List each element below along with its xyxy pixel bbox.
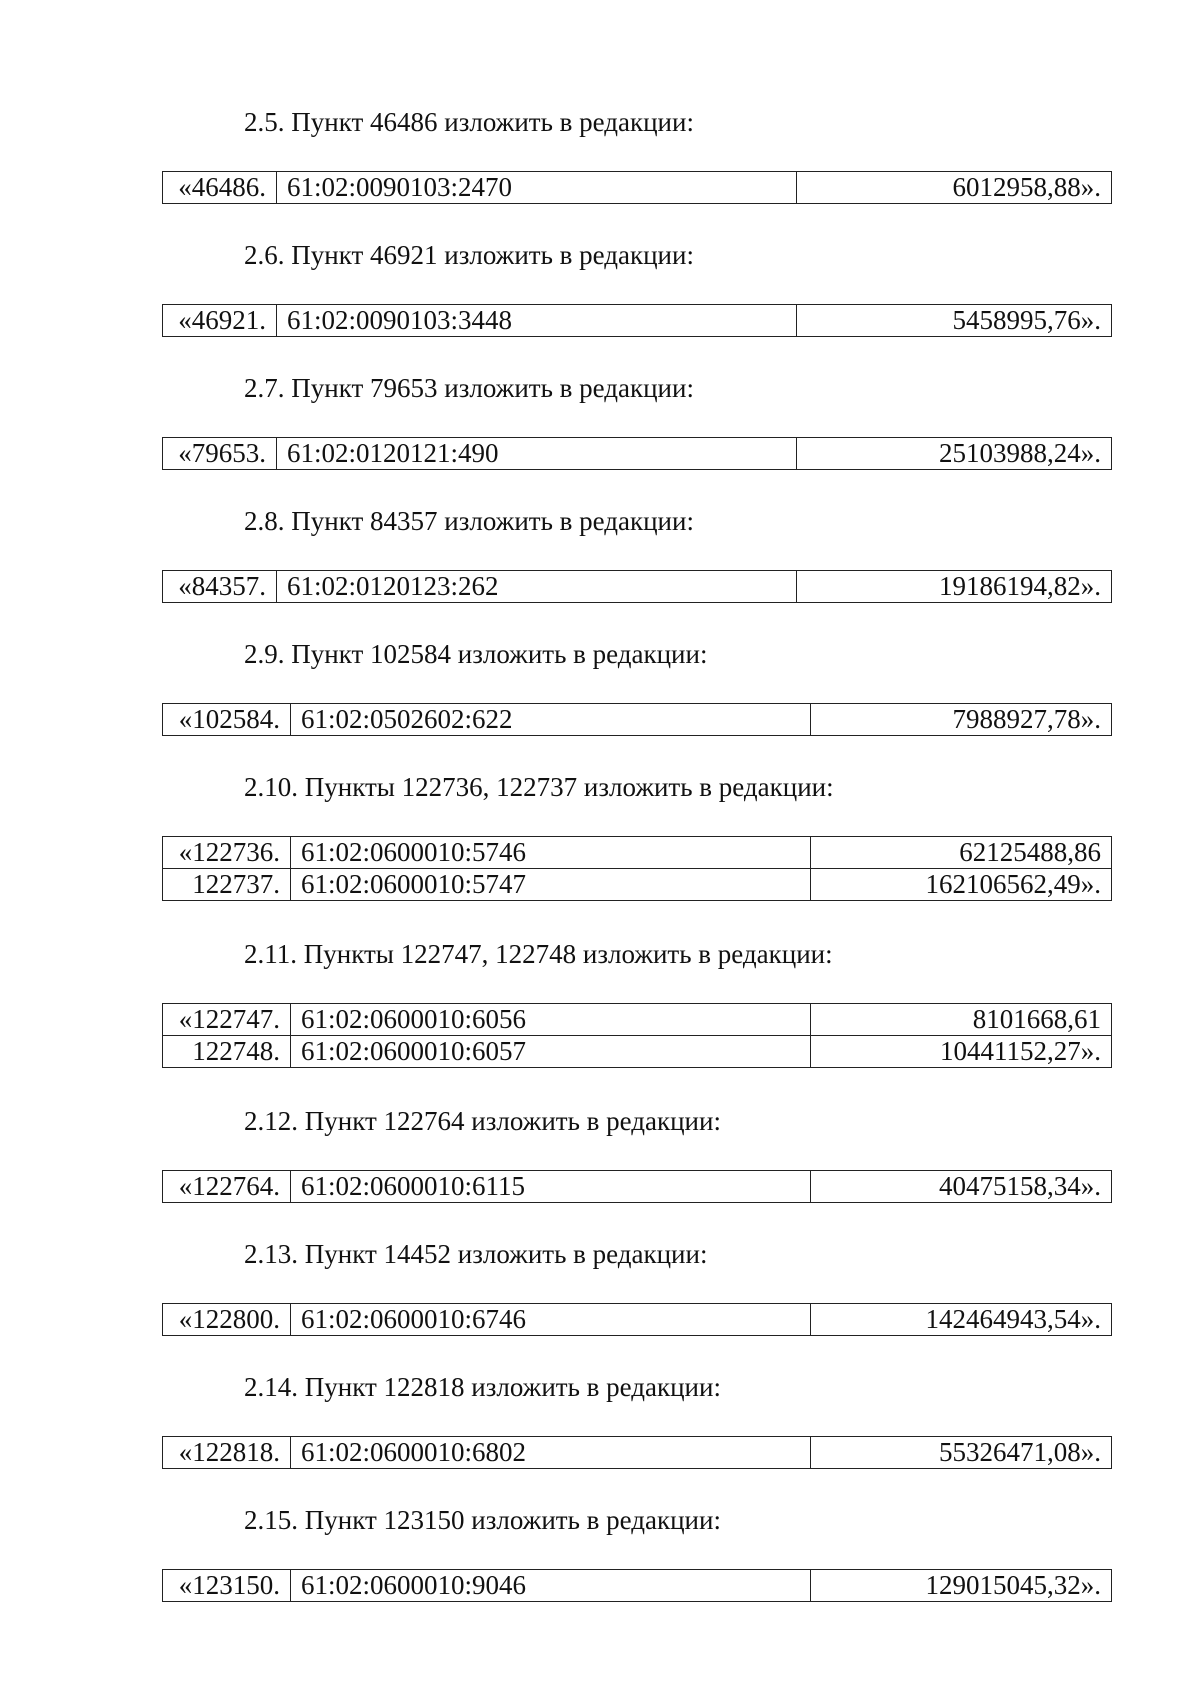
cadastral-value: 10441152,27». [811, 1036, 1112, 1068]
entry-table [162, 171, 1112, 204]
entry-table [162, 437, 1112, 470]
cadastral-value: 7988927,78». [811, 704, 1112, 736]
table-row [163, 172, 1112, 204]
item-number: «123150. [163, 1570, 291, 1602]
section-heading: 2.11. Пункты 122747, 122748 изложить в редакции: [244, 939, 833, 969]
entry-table [162, 703, 1112, 736]
cadastral-value: 8101668,61 [811, 1004, 1112, 1036]
item-number: «46486. [163, 172, 277, 204]
item-number: «46921. [163, 305, 277, 337]
table-row [163, 1304, 1112, 1336]
entry-table [162, 1170, 1112, 1203]
cadastral-value: 162106562,49». [811, 869, 1112, 901]
cadastral-value: 40475158,34». [811, 1171, 1112, 1203]
section-heading: 2.8. Пункт 84357 изложить в редакции: [244, 506, 694, 536]
item-number: «122800. [163, 1304, 291, 1336]
item-number: «122818. [163, 1437, 291, 1469]
cadastral-number: 61:02:0090103:3448 [277, 305, 797, 337]
table-row [163, 1036, 1112, 1068]
item-number: «122747. [163, 1004, 291, 1036]
section-heading: 2.5. Пункт 46486 изложить в редакции: [244, 107, 694, 137]
entry-table [162, 836, 1112, 901]
cadastral-number: 61:02:0600010:6802 [291, 1437, 811, 1469]
table-row [163, 869, 1112, 901]
table-row [163, 1004, 1112, 1036]
table-row [163, 704, 1112, 736]
cadastral-value: 142464943,54». [811, 1304, 1112, 1336]
table-row [163, 305, 1112, 337]
item-number: «122736. [163, 837, 291, 869]
cadastral-value: 6012958,88». [797, 172, 1112, 204]
section-heading: 2.10. Пункты 122736, 122737 изложить в редакции: [244, 772, 834, 802]
entry-table [162, 1003, 1112, 1068]
section-heading: 2.9. Пункт 102584 изложить в редакции: [244, 639, 708, 669]
cadastral-number: 61:02:0600010:6115 [291, 1171, 811, 1203]
section-heading: 2.15. Пункт 123150 изложить в редакции: [244, 1505, 721, 1535]
cadastral-number: 61:02:0120123:262 [277, 571, 797, 603]
section-heading: 2.7. Пункт 79653 изложить в редакции: [244, 373, 694, 403]
cadastral-value: 55326471,08». [811, 1437, 1112, 1469]
item-number: «79653. [163, 438, 277, 470]
cadastral-value: 5458995,76». [797, 305, 1112, 337]
table-row [163, 1437, 1112, 1469]
cadastral-number: 61:02:0600010:6057 [291, 1036, 811, 1068]
table-row [163, 1570, 1112, 1602]
table-row [163, 571, 1112, 603]
cadastral-number: 61:02:0600010:5746 [291, 837, 811, 869]
item-number: «102584. [163, 704, 291, 736]
cadastral-value: 19186194,82». [797, 571, 1112, 603]
entry-table [162, 570, 1112, 603]
item-number: «122764. [163, 1171, 291, 1203]
cadastral-number: 61:02:0600010:6056 [291, 1004, 811, 1036]
cadastral-value: 129015045,32». [811, 1570, 1112, 1602]
cadastral-value: 25103988,24». [797, 438, 1112, 470]
cadastral-number: 61:02:0600010:6746 [291, 1304, 811, 1336]
entry-table [162, 1436, 1112, 1469]
section-heading: 2.6. Пункт 46921 изложить в редакции: [244, 240, 694, 270]
item-number: «84357. [163, 571, 277, 603]
item-number: 122737. [163, 869, 291, 901]
section-heading: 2.12. Пункт 122764 изложить в редакции: [244, 1106, 721, 1136]
entry-table [162, 1569, 1112, 1602]
cadastral-number: 61:02:0120121:490 [277, 438, 797, 470]
entry-table [162, 1303, 1112, 1336]
table-row [163, 837, 1112, 869]
section-heading: 2.14. Пункт 122818 изложить в редакции: [244, 1372, 721, 1402]
section-heading: 2.13. Пункт 14452 изложить в редакции: [244, 1239, 708, 1269]
cadastral-number: 61:02:0600010:5747 [291, 869, 811, 901]
table-row [163, 1171, 1112, 1203]
table-row [163, 438, 1112, 470]
cadastral-value: 62125488,86 [811, 837, 1112, 869]
cadastral-number: 61:02:0090103:2470 [277, 172, 797, 204]
cadastral-number: 61:02:0600010:9046 [291, 1570, 811, 1602]
entry-table [162, 304, 1112, 337]
cadastral-number: 61:02:0502602:622 [291, 704, 811, 736]
item-number: 122748. [163, 1036, 291, 1068]
